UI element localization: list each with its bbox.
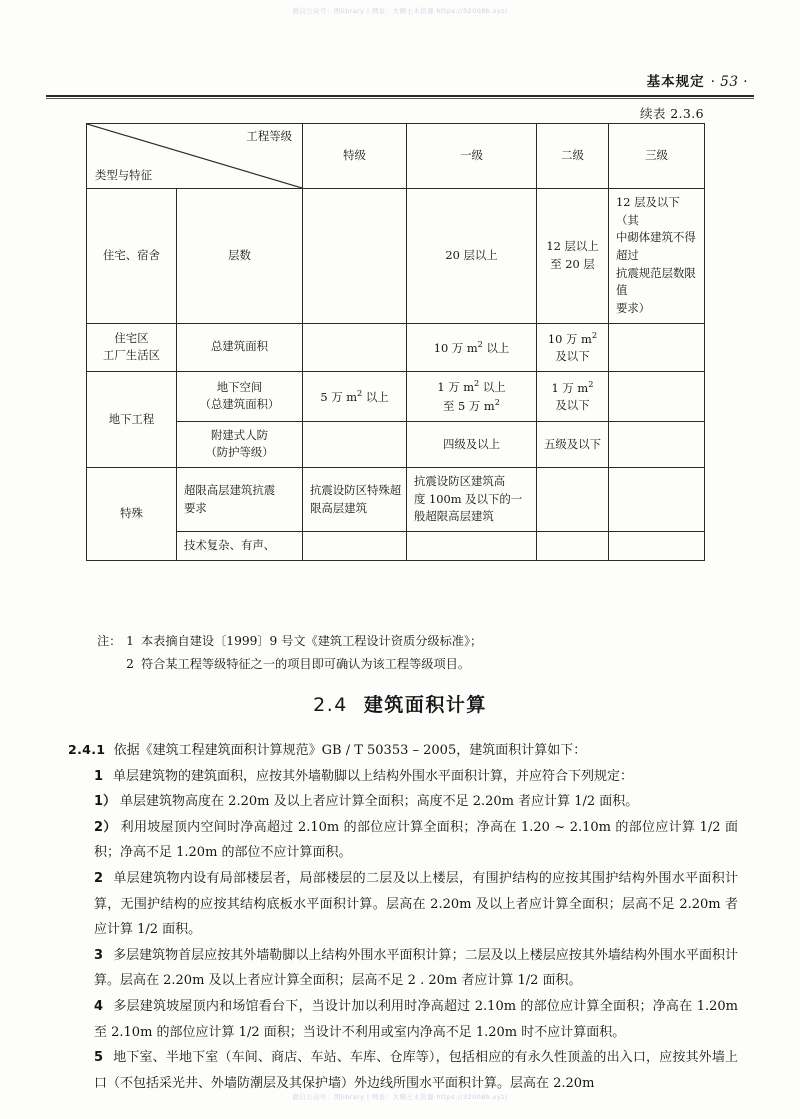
running-head-title: 基本规定 — [646, 74, 705, 90]
section-heading — [0, 690, 800, 717]
cell-feature: 技术复杂、有声、 — [177, 532, 303, 561]
table-row — [87, 189, 705, 324]
note-item — [97, 630, 737, 653]
table-row — [87, 323, 705, 371]
cell-level2 — [537, 532, 609, 561]
header-rule — [46, 95, 754, 99]
spec-table-wrapper — [86, 123, 704, 561]
cell-level3 — [609, 532, 705, 561]
cell-feature: 附建式人防 （防护等级） — [177, 421, 303, 467]
item-text: 单层建筑物内设有局部楼层者，局部楼层的二层及以上楼层，有围护结构的应按其围护结构外围水平面积计算，无围护结构的应按其结构底板水平面积计算。层高在 2.20m 及以上者应计算全面积；层高不足 2.20m 者应计算 1/2 面积。 — [94, 871, 738, 938]
running-head — [647, 70, 748, 90]
item-text: 多层建筑物首层应按其外墙勒脚以上结构外围水平面积计算；二层及以上楼层应按其外墙结构外围水平面积计算。层高在 2.20m 及以上者应计算全面积；层高不足 2 . 20m 者应计算 1/2 面积。 — [94, 947, 738, 989]
body-item — [68, 866, 738, 943]
table-notes — [97, 630, 737, 675]
cell-level2: 12 层以上 至 20 层 — [537, 189, 609, 324]
corner-split-cell — [87, 124, 303, 189]
column-header-level3: 三级 — [609, 124, 705, 189]
cell-level1: 1 万 $m^2$ 以上 至 5 万 $m^2$ — [407, 371, 537, 421]
cell-level1: 抗震设防区建筑高 度 100m 及以下的一 般超限高层建筑 — [407, 468, 537, 532]
cell-special: 5 万 $m^2$ 以上 — [303, 371, 407, 421]
clause-number: 2.4.1 — [68, 742, 106, 757]
cell-level2 — [537, 468, 609, 532]
cell-level3 — [609, 323, 705, 371]
note-item — [97, 653, 737, 676]
column-header-level2: 二级 — [537, 124, 609, 189]
table-row — [87, 371, 705, 421]
cell-special — [303, 323, 407, 371]
cell-type: 特殊 — [87, 468, 177, 561]
column-header-level1: 一级 — [407, 124, 537, 189]
item-number: 2 — [94, 871, 104, 887]
cell-feature: 总建筑面积 — [177, 323, 303, 371]
cell-level1: 10 万 $m^2$ 以上 — [407, 323, 537, 371]
cell-level3: 12 层及以下（其 中砌体建筑不得超过 抗震规范层数限值 要求） — [609, 189, 705, 324]
item-number: 3 — [94, 947, 104, 963]
table-row — [87, 532, 705, 561]
cell-level3 — [609, 371, 705, 421]
cell-feature: 超限高层建筑抗震 要求 — [177, 468, 303, 532]
section-number: 2.4 — [313, 694, 348, 716]
body-item — [68, 764, 738, 790]
body-content — [68, 738, 738, 1097]
engineering-grade-table — [86, 123, 705, 561]
body-item — [68, 1045, 738, 1096]
page-folio: · 53 · — [710, 74, 748, 90]
body-item — [68, 789, 738, 815]
item-text: 利用坡屋顶内空间时净高超过 2.10m 的部位应计算全面积；净高在 1.20 ~ 2.10m 的部位应计算 1/2 面积；净高不足 1.20m 的部位不应计算面积。 — [94, 819, 738, 861]
body-item — [68, 815, 738, 866]
table-row — [87, 421, 705, 467]
section-title: 建筑面积计算 — [363, 694, 487, 716]
column-header-special: 特级 — [303, 124, 407, 189]
body-item — [68, 943, 738, 994]
item-text: 多层建筑坡屋顶内和场馆看台下，当设计加以利用时净高超过 2.10m 的部位应计算全面积；净高在 1.20m 至 2.10m 的部位应计算 1/2 面积；当设计不利用或室内净高不足 1.20m 时不应计算面积。 — [94, 999, 738, 1040]
item-number: 4 — [94, 999, 104, 1015]
item-text: 地下室、半地下室（车间、商店、车站、车库、仓库等），包括相应的有永久性顶盖的出入口，应按其外墙上口（不包括采光井、外墙防潮层及其保护墙）外边线所围水平面积计算。层高在 2.20m — [94, 1050, 738, 1091]
cell-level1: 20 层以上 — [407, 189, 537, 324]
header-grade-label: 工程等级 — [246, 129, 292, 143]
item-number: 1） — [94, 794, 117, 810]
watermark-bottom: 微信公众号：图library | 网址：大狮土木资源 https://32008b.xyz/ — [292, 1093, 508, 1101]
cell-feature: 地下空间 （总建筑面积） — [177, 371, 303, 421]
cell-level3 — [609, 421, 705, 467]
note-number: 2 — [126, 656, 134, 671]
cell-special — [303, 532, 407, 561]
item-number: 1 — [94, 768, 104, 784]
note-text: 符合某工程等级特征之一的项目即可确认为该工程等级项目。 — [141, 656, 471, 671]
cell-type: 地下工程 — [87, 371, 177, 467]
item-number: 2） — [94, 819, 117, 835]
item-number: 5 — [94, 1050, 104, 1066]
note-number: 1 — [126, 634, 134, 648]
notes-label: 注： — [97, 634, 122, 648]
item-text: 单层建筑物的建筑面积，应按其外墙勒脚以上结构外围水平面积计算，并应符合下列规定： — [113, 768, 634, 784]
watermark-top: 微信公众号：图library | 网址：大狮土木资源 https://32008b.xyz/ — [292, 7, 508, 15]
cell-type: 住宅区 工厂生活区 — [87, 323, 177, 371]
clause-text: 依据《建筑工程建筑面积计算规范》GB / T 50353 – 2005，建筑面积计算如下： — [113, 743, 587, 758]
cell-level2: 10 万 $m^2$ 及以下 — [537, 323, 609, 371]
header-type-label: 类型与特征 — [95, 168, 152, 183]
cell-level1: 四级及以上 — [407, 421, 537, 467]
cell-level2: 1 万 $m^2$ 及以下 — [537, 371, 609, 421]
item-text: 单层建筑物高度在 2.20m 及以上者应计算全面积；高度不足 2.20m 者应计算 1/2 面积。 — [120, 794, 639, 810]
table-caption: 续表 2.3.6 — [640, 106, 704, 121]
cell-special — [303, 421, 407, 467]
table-header-row — [87, 124, 705, 189]
table-row — [87, 468, 705, 532]
note-text: 本表摘自建设〔1999〕9 号文《建筑工程设计资质分级标准》； — [141, 634, 483, 648]
cell-feature: 层数 — [177, 189, 303, 324]
cell-level1 — [407, 532, 537, 561]
cell-type: 住宅、宿舍 — [87, 189, 177, 324]
cell-special: 抗震设防区特殊超 限高层建筑 — [303, 468, 407, 532]
clause-2-4-1 — [68, 738, 738, 764]
cell-level3 — [609, 468, 705, 532]
body-item — [68, 994, 738, 1045]
cell-special — [303, 189, 407, 324]
cell-level2: 五级及以下 — [537, 421, 609, 467]
